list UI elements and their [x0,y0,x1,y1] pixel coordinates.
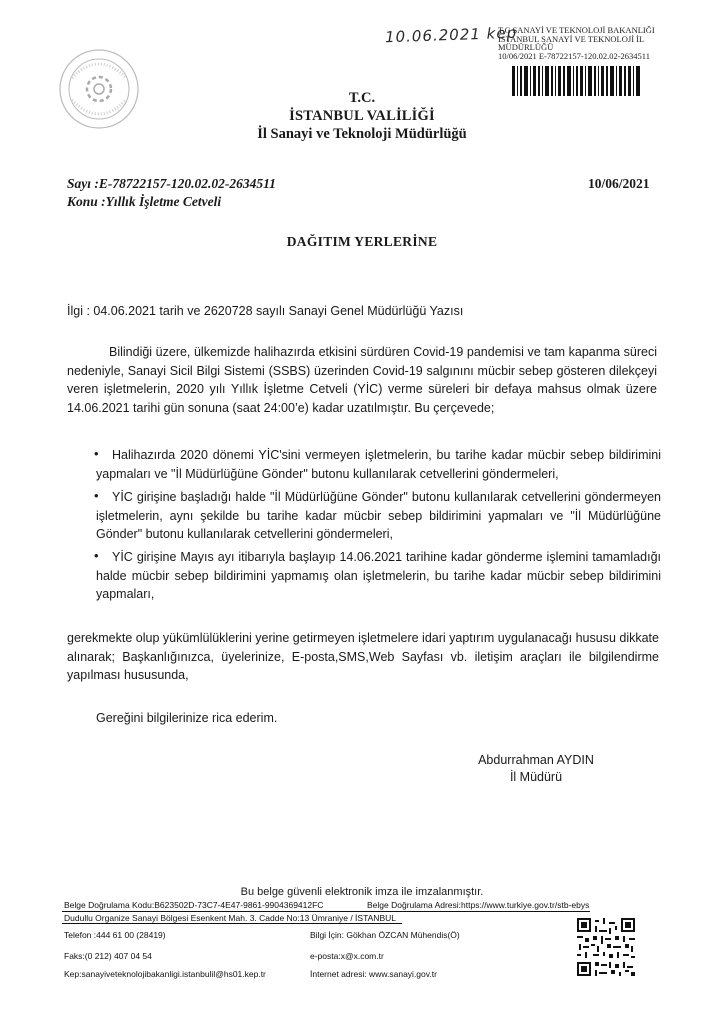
header-country: T.C. [348,90,376,106]
list-item [96,548,661,604]
office-address: Dudullu Organize Sanayi Bölgesi Esenkent Mah. 3. Cadde No:13 Ümraniye / İSTANBUL [64,913,396,923]
website-address: İnternet adresi: www.sanayi.gov.tr [310,969,437,979]
header-governorship: İSTANBUL VALİLİĞİ [289,108,435,124]
reference-line: İlgi : 04.06.2021 tarih ve 2620728 sayılı Sanayi Genel Müdürlüğü Yazısı [67,304,464,318]
handwritten-date: 10.06.2021 kep [384,23,518,47]
header-directorate: İl Sanayi ve Teknoloji Müdürlüğü [257,126,467,142]
phone-number: Telefon :444 61 00 (28419) [64,930,166,940]
fax-number: Faks:(0 212) 407 04 54 [64,951,152,961]
distribution-title: DAĞITIM YERLERİNE [286,234,438,249]
document-number: Sayı :E-78722157-120.02.02-2634511 [67,176,276,191]
signer-title: İl Müdürü [509,770,563,784]
signature-block [466,752,606,786]
e-signature-note: Bu belge güvenli elektronik imza ile imzalanmıştır. [240,886,484,898]
list-item-text: YİC girişine Mayıs ayı itibarıyla başlayıp 14.06.2021 tarihine kadar gönderme işlemini tamamladığı halde mücbir sebep bildirimini yapmamış olan işletmelerin, bu tarihe kadar mücbir sebep bildirimini yapmaları, [96,550,661,601]
bullet-icon: • [94,446,99,461]
footer-divider [62,911,590,912]
document-date: 10/06/2021 [588,176,650,191]
verification-address: Belge Doğrulama Adresi:https://www.turkiye.gov.tr/stb-ebys [367,900,590,910]
stamp-line: 10/06/2021 E-78722157-120.02.02-2634511 [498,50,650,61]
registry-stamp [498,26,668,60]
intro-paragraph: Bilindiği üzere, ülkemizde halihazırda etkisini sürdüren Covid-19 pandemisi ve tam kapanma süreci nedeniyle, Sanayi Sicil Bilgi Sistemi (SSBS) üzerinden Covid-19 salgınını mücbir sebep gösteren dilekçeyi veren işletmelerin, 2020 yılı Yıllık İşletme Cetveli (YİC) verme süreleri bir defaya mahsus olmak üzere 14.06.2021 tarihi gün sonuna (saat 24:00’e) kadar uzatılmıştır. Bu çerçevede; [67,345,657,415]
list-item-text: Halihazırda 2020 dönemi YİC'sini vermeyen işletmelerin, bu tarihe kadar mücbir sebep bildirimini yapmaları ve "İl Müdürlüğüne Gönder" butonu kullanılarak cetvellerini göndermeleri, [96,448,661,481]
document-subject: Konu :Yıllık İşletme Cetveli [67,194,222,209]
kep-address: Kep:sanayiveteknolojibakanligi.istanbulil@hs01.kep.tr [64,969,266,979]
bullet-icon: • [94,548,99,563]
stamp-line: T.C SANAYİ VE TEKNOLOJİ BAKANLIĞI [498,25,655,35]
request-line: Gereğini bilgilerinize rica ederim. [96,711,278,725]
closing-paragraph: gerekmekte olup yükümlülüklerini yerine getirmeyen işletmelere idari yaptırım uygulanacağı hususu dikkate alınarak; Başkanlığınızca, üyelerinize, E-posta,SMS,Web Sayfası vb. iletişim araçları ile bilgilendirme yapılması hususunda, [67,631,659,682]
bullet-icon: • [94,488,99,503]
email-address: e-posta:x@x.com.tr [310,951,384,961]
list-item [96,446,661,483]
list-item [96,488,661,544]
contact-person: Bilgi İçin: Gökhan ÖZCAN Mühendis(Ö) [310,930,460,940]
list-item-text: YİC girişine başladığı halde "İl Müdürlüğüne Gönder" butonu kullanılarak cetvellerini göndermeyen işletmelerin, aynı şekilde bu tarihe kadar mücbir sebep bildirimini yapmaları ve "İl Müdürlüğüne Gönder" butonu kullanılarak cetvellerini göndermeleri, [96,490,661,541]
signer-name: Abdurrahman AYDIN [478,753,594,767]
footer-divider [62,923,402,924]
qr-code-icon [577,918,635,976]
verification-code: Belge Doğrulama Kodu:B623502D-73C7-4E47-9861-9904369412FC [64,900,324,910]
stamp-line: İSTANBUL SANAYİ VE TEKNOLOJİ İL [498,33,645,44]
stamp-line: MÜDÜRLÜĞÜ [498,42,554,52]
